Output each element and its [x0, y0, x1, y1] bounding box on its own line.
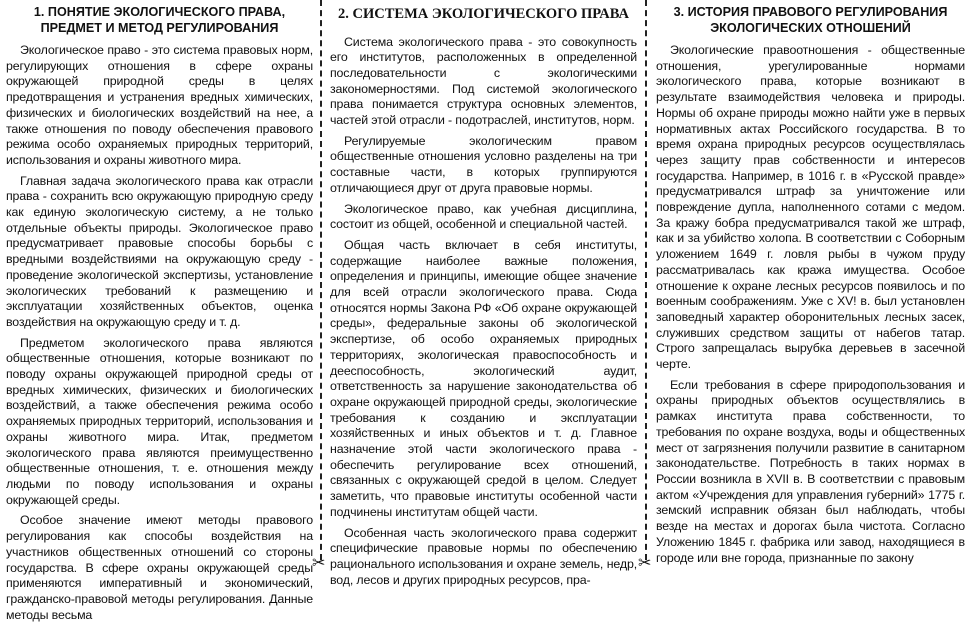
section-2-paragraph: Регулируемые экологическим правом общественные отношения условно разделены на три составные части, в которых группируются отличающиеся друг от друга правовые нормы.: [330, 133, 637, 195]
column-3: [656, 0, 965, 572]
section-2-paragraph: Общая часть включает в себя институты, содержащие наиболее важные положения, определения и принципы, имеющие общее значение для всей отрасли экологического права. Сюда относятся нормы Закона РФ «Об охране окружающей среды», федеральные законы об экологической экспертизе, об особо охраняемых природных территориях, экологическая правоспособность и дееспособность, экологический аудит, ответственность за нарушение законодательства об охране окружающей природной среды, экологические требования к созданию и эксплуатации хозяйственных и иных объектов и т. д. Главное назначение этой части экологического права - обеспечить регулирование всех отношений, связанных с окружающей средой в целом. Следует заметить, что правовые институты особенной части подчинены институтам общей части.: [330, 237, 637, 519]
scissors-icon: ✂: [312, 555, 326, 572]
cut-line-divider: [645, 0, 647, 560]
scissors-icon: ✂: [638, 555, 652, 572]
section-2-paragraph: Система экологического права - это совокупность его институтов, расположенных в определенной последовательности с экологическими закономерностями. Под системой экологического права понимается структура основных элементов, частей этой отрасли - подотраслей, институтов, норм.: [330, 34, 637, 128]
column-1: [6, 0, 313, 622]
section-3-title: 3. ИСТОРИЯ ПРАВОВОГО РЕГУЛИРОВАНИЯ ЭКОЛОГИЧЕСКИХ ОТНОШЕНИЙ: [673, 5, 948, 35]
column-2: [330, 0, 637, 587]
section-3-paragraph: Если требования в сфере природопользования и охраны природных объектов осуществлялись в рамках института права собственности, то требования по охране воздуха, воды и общественных мест от загрязнения получили развитие в санитарном законодательстве. Потребность в таких нормах в России возникла в XVII в. В соответствии с правовым актом «Учреждения для управления губерний» 1775 г. земский исправник обязан был наблюдать, чтобы везде на местах и дорогах была чистота. Согласно Уложению 1845 г. фабрика или завод, находящиеся в городе или вне города, признанные по закону: [656, 377, 965, 565]
section-1-title: 1. ПОНЯТИЕ ЭКОЛОГИЧЕСКОГО ПРАВА, ПРЕДМЕТ И МЕТОД РЕГУЛИРОВАНИЯ: [33, 5, 286, 35]
section-1-paragraph: Особое значение имеют методы правового регулирования как способы воздействия на участников общественных отношений со стороны государства. В сфере охраны окружающей среды применяются императивный и экономический, гражданско-правовой методы регулирования. Данные методы весьма: [6, 513, 313, 622]
section-1-paragraph: Главная задача экологического права как отрасли права - сохранить всю окружающую природную среду как единую экологическую систему, а не только отдельные объекты природы. Экологическое право предусматривает правовые способы борьбы с вредными воздействиями на окружающую среду - проведение экологической экспертизы, установление экологических требований к размещению и эксплуатации хозяйственных объектов, оценка воздействия на окружающую среду и т. д.: [6, 173, 313, 329]
section-3-paragraph: Экологические правоотношения - общественные отношения, урегулированные нормами экологического права, которые возникают в результате взаимодействия человека и природы. Нормы об охране природы можно найти уже в первых нормативных актах Российского государства. В то время охрана природных ресурсов осуществлялась через защиту прав собственности и интересов государства. Например, в 1016 г. в «Русской правде» предусматривался штраф за уничтожение или повреждение дупла, наполненного сотами с медом. За кражу бобра предусматривался такой же штраф, как и за убийство холопа. В соответствии с Соборным уложением 1649 г. ловля рыбы в чужом пруду рассматривалась как кража имущества. Особое отношение к охране лесных ресурсов появилось и по военным соображениям. Уже с XV! в. был установлен заповедный характер оборонительных лесных засек, служивших средством защиты от набегов татар. Строго запрещалась вырубка деревьев в засечной черте.: [656, 43, 965, 372]
section-2-paragraph: Особенная часть экологического права содержит специфические правовые нормы по обеспечению рационального использования и охране земель, недр, вод, лесов и других природных ресурсов, пра-: [330, 525, 637, 587]
section-1-paragraph: Предметом экологического права являются общественные отношения, которые возникают по поводу охраны окружающей природной среды от вредных химических, физических и биологических воздействий, а также обеспечения режима особо охраняемых природных территорий, использования и охраны животного мира. Итак, предметом экологического права являются преимущественно общественные отношения, т. е. отношения между людьми по поводу использования и охраны окружающей среды.: [6, 335, 313, 507]
cut-line-divider: [320, 0, 322, 560]
section-2-paragraph: Экологическое право, как учебная дисциплина, состоит из общей, особенной и специальной частей.: [330, 201, 637, 232]
section-2-title: 2. СИСТЕМА ЭКОЛОГИЧЕСКОГО ПРАВА: [338, 6, 629, 22]
section-1-paragraph: Экологическое право - это система правовых норм, регулирующих отношения в сфере охраны окружающей природной среды в целях предотвращения и устранения вредных химических, физических и биологических воздействий на нее, а также отношения по поводу обеспечения правового режима особо охраняемых природных территорий, использования и охраны животного мира.: [6, 43, 313, 167]
